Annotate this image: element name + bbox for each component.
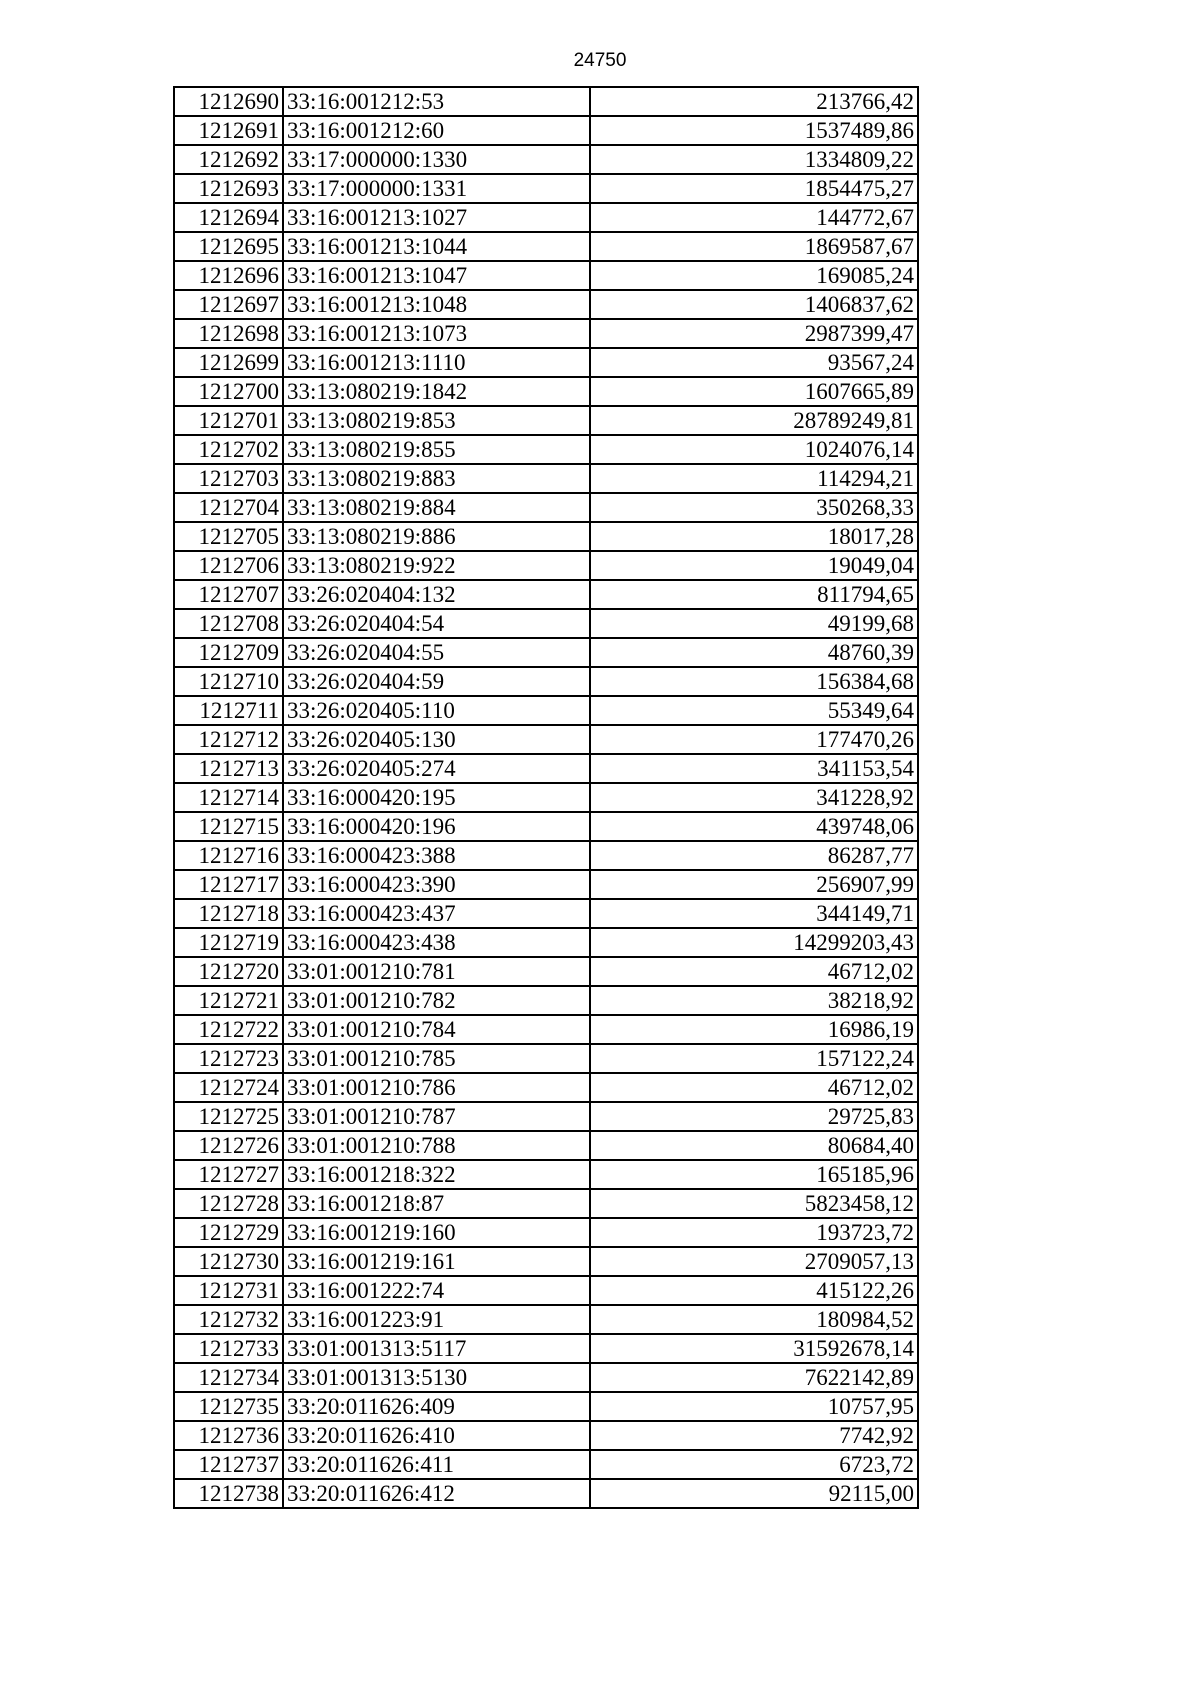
- table-row: [174, 899, 918, 928]
- table-row: [174, 1421, 918, 1450]
- cadastral-value-cell: 28789249,81: [590, 406, 918, 435]
- row-id-cell: 1212696: [174, 261, 283, 290]
- cadastral-value-cell: 156384,68: [590, 667, 918, 696]
- row-id-cell: 1212708: [174, 609, 283, 638]
- cadastral-value-cell: 177470,26: [590, 725, 918, 754]
- table-row: [174, 783, 918, 812]
- table-row: [174, 1044, 918, 1073]
- cadastral-value-cell: 31592678,14: [590, 1334, 918, 1363]
- row-id-cell: 1212706: [174, 551, 283, 580]
- table-row: [174, 290, 918, 319]
- table-row: [174, 493, 918, 522]
- cadastral-number-cell: 33:01:001210:786: [283, 1073, 590, 1102]
- cadastral-number-cell: 33:01:001210:782: [283, 986, 590, 1015]
- cadastral-value-cell: 48760,39: [590, 638, 918, 667]
- cadastral-value-cell: 213766,42: [590, 87, 918, 116]
- table-row: [174, 1218, 918, 1247]
- cadastral-value-cell: 439748,06: [590, 812, 918, 841]
- cadastral-value-cell: 49199,68: [590, 609, 918, 638]
- table-row: [174, 1102, 918, 1131]
- cadastral-value-cell: 1854475,27: [590, 174, 918, 203]
- table-row: [174, 1189, 918, 1218]
- cadastral-value-cell: 350268,33: [590, 493, 918, 522]
- cadastral-value-cell: 415122,26: [590, 1276, 918, 1305]
- cadastral-number-cell: 33:13:080219:922: [283, 551, 590, 580]
- table-row: [174, 145, 918, 174]
- cadastral-number-cell: 33:13:080219:884: [283, 493, 590, 522]
- table-row: [174, 203, 918, 232]
- cadastral-value-cell: 6723,72: [590, 1450, 918, 1479]
- table-row: [174, 116, 918, 145]
- row-id-cell: 1212723: [174, 1044, 283, 1073]
- cadastral-value-cell: 14299203,43: [590, 928, 918, 957]
- cadastral-value-cell: 1869587,67: [590, 232, 918, 261]
- table-row: [174, 580, 918, 609]
- cadastral-number-cell: 33:16:001212:60: [283, 116, 590, 145]
- cadastral-value-cell: 16986,19: [590, 1015, 918, 1044]
- table-body: [174, 87, 918, 1508]
- cadastral-number-cell: 33:16:001213:1073: [283, 319, 590, 348]
- cadastral-value-cell: 5823458,12: [590, 1189, 918, 1218]
- row-id-cell: 1212691: [174, 116, 283, 145]
- cadastral-number-cell: 33:16:000420:195: [283, 783, 590, 812]
- row-id-cell: 1212705: [174, 522, 283, 551]
- cadastral-number-cell: 33:13:080219:853: [283, 406, 590, 435]
- row-id-cell: 1212733: [174, 1334, 283, 1363]
- row-id-cell: 1212732: [174, 1305, 283, 1334]
- row-id-cell: 1212693: [174, 174, 283, 203]
- row-id-cell: 1212737: [174, 1450, 283, 1479]
- cadastral-value-cell: 180984,52: [590, 1305, 918, 1334]
- row-id-cell: 1212704: [174, 493, 283, 522]
- row-id-cell: 1212736: [174, 1421, 283, 1450]
- table-row: [174, 870, 918, 899]
- table-row: [174, 725, 918, 754]
- cadastral-number-cell: 33:26:020405:110: [283, 696, 590, 725]
- cadastral-value-cell: 46712,02: [590, 1073, 918, 1102]
- cadastral-value-cell: 165185,96: [590, 1160, 918, 1189]
- cadastral-value-cell: 86287,77: [590, 841, 918, 870]
- cadastral-number-cell: 33:01:001210:788: [283, 1131, 590, 1160]
- row-id-cell: 1212707: [174, 580, 283, 609]
- table-row: [174, 551, 918, 580]
- cadastral-number-cell: 33:16:001213:1027: [283, 203, 590, 232]
- cadastral-number-cell: 33:16:001218:87: [283, 1189, 590, 1218]
- cadastral-value-table: [173, 86, 919, 1509]
- row-id-cell: 1212701: [174, 406, 283, 435]
- row-id-cell: 1212738: [174, 1479, 283, 1508]
- row-id-cell: 1212726: [174, 1131, 283, 1160]
- row-id-cell: 1212735: [174, 1392, 283, 1421]
- row-id-cell: 1212694: [174, 203, 283, 232]
- cadastral-number-cell: 33:01:001210:787: [283, 1102, 590, 1131]
- cadastral-number-cell: 33:26:020404:55: [283, 638, 590, 667]
- row-id-cell: 1212730: [174, 1247, 283, 1276]
- cadastral-number-cell: 33:20:011626:412: [283, 1479, 590, 1508]
- cadastral-number-cell: 33:26:020405:274: [283, 754, 590, 783]
- row-id-cell: 1212712: [174, 725, 283, 754]
- cadastral-number-cell: 33:01:001210:784: [283, 1015, 590, 1044]
- cadastral-value-cell: 46712,02: [590, 957, 918, 986]
- cadastral-value-cell: 29725,83: [590, 1102, 918, 1131]
- cadastral-number-cell: 33:16:000423:437: [283, 899, 590, 928]
- cadastral-value-cell: 55349,64: [590, 696, 918, 725]
- cadastral-number-cell: 33:13:080219:855: [283, 435, 590, 464]
- cadastral-number-cell: 33:01:001210:785: [283, 1044, 590, 1073]
- table-row: [174, 609, 918, 638]
- cadastral-value-cell: 38218,92: [590, 986, 918, 1015]
- row-id-cell: 1212718: [174, 899, 283, 928]
- cadastral-value-cell: 344149,71: [590, 899, 918, 928]
- row-id-cell: 1212720: [174, 957, 283, 986]
- table-row: [174, 377, 918, 406]
- row-id-cell: 1212715: [174, 812, 283, 841]
- row-id-cell: 1212722: [174, 1015, 283, 1044]
- table-row: [174, 928, 918, 957]
- table-row: [174, 1015, 918, 1044]
- row-id-cell: 1212709: [174, 638, 283, 667]
- table-row: [174, 87, 918, 116]
- page-number: 24750: [573, 50, 627, 71]
- cadastral-number-cell: 33:13:080219:883: [283, 464, 590, 493]
- cadastral-value-cell: 193723,72: [590, 1218, 918, 1247]
- cadastral-number-cell: 33:01:001313:5117: [283, 1334, 590, 1363]
- row-id-cell: 1212698: [174, 319, 283, 348]
- table-row: [174, 812, 918, 841]
- cadastral-value-cell: 1024076,14: [590, 435, 918, 464]
- cadastral-number-cell: 33:13:080219:1842: [283, 377, 590, 406]
- cadastral-value-cell: 811794,65: [590, 580, 918, 609]
- cadastral-number-cell: 33:16:001223:91: [283, 1305, 590, 1334]
- cadastral-number-cell: 33:26:020404:59: [283, 667, 590, 696]
- row-id-cell: 1212695: [174, 232, 283, 261]
- cadastral-value-cell: 10757,95: [590, 1392, 918, 1421]
- table-row: [174, 1131, 918, 1160]
- cadastral-value-cell: 2709057,13: [590, 1247, 918, 1276]
- cadastral-number-cell: 33:01:001210:781: [283, 957, 590, 986]
- table-row: [174, 1479, 918, 1508]
- cadastral-number-cell: 33:01:001313:5130: [283, 1363, 590, 1392]
- cadastral-value-cell: 19049,04: [590, 551, 918, 580]
- table-row: [174, 841, 918, 870]
- cadastral-value-cell: 7622142,89: [590, 1363, 918, 1392]
- row-id-cell: 1212717: [174, 870, 283, 899]
- cadastral-number-cell: 33:16:000423:438: [283, 928, 590, 957]
- cadastral-value-cell: 1607665,89: [590, 377, 918, 406]
- cadastral-value-cell: 157122,24: [590, 1044, 918, 1073]
- cadastral-number-cell: 33:16:001219:160: [283, 1218, 590, 1247]
- cadastral-number-cell: 33:16:001212:53: [283, 87, 590, 116]
- cadastral-value-cell: 1537489,86: [590, 116, 918, 145]
- cadastral-value-cell: 1334809,22: [590, 145, 918, 174]
- row-id-cell: 1212719: [174, 928, 283, 957]
- cadastral-number-cell: 33:20:011626:411: [283, 1450, 590, 1479]
- cadastral-value-cell: 341228,92: [590, 783, 918, 812]
- table-row: [174, 435, 918, 464]
- cadastral-value-cell: 1406837,62: [590, 290, 918, 319]
- row-id-cell: 1212699: [174, 348, 283, 377]
- cadastral-value-cell: 114294,21: [590, 464, 918, 493]
- table-row: [174, 1363, 918, 1392]
- table-row: [174, 1392, 918, 1421]
- cadastral-number-cell: 33:17:000000:1331: [283, 174, 590, 203]
- cadastral-number-cell: 33:26:020404:54: [283, 609, 590, 638]
- table-row: [174, 667, 918, 696]
- table-row: [174, 1073, 918, 1102]
- table-row: [174, 319, 918, 348]
- row-id-cell: 1212716: [174, 841, 283, 870]
- cadastral-value-cell: 18017,28: [590, 522, 918, 551]
- table-row: [174, 754, 918, 783]
- cadastral-value-cell: 144772,67: [590, 203, 918, 232]
- cadastral-number-cell: 33:26:020404:132: [283, 580, 590, 609]
- cadastral-value-cell: 169085,24: [590, 261, 918, 290]
- cadastral-number-cell: 33:20:011626:409: [283, 1392, 590, 1421]
- table-row: [174, 957, 918, 986]
- table-row: [174, 1160, 918, 1189]
- row-id-cell: 1212700: [174, 377, 283, 406]
- table-row: [174, 1305, 918, 1334]
- cadastral-value-cell: 256907,99: [590, 870, 918, 899]
- row-id-cell: 1212702: [174, 435, 283, 464]
- row-id-cell: 1212728: [174, 1189, 283, 1218]
- cadastral-number-cell: 33:16:000420:196: [283, 812, 590, 841]
- table-row: [174, 174, 918, 203]
- cadastral-value-cell: 93567,24: [590, 348, 918, 377]
- table-row: [174, 232, 918, 261]
- cadastral-number-cell: 33:16:000423:388: [283, 841, 590, 870]
- cadastral-number-cell: 33:16:001213:1048: [283, 290, 590, 319]
- cadastral-number-cell: 33:16:001213:1047: [283, 261, 590, 290]
- cadastral-value-cell: 80684,40: [590, 1131, 918, 1160]
- cadastral-number-cell: 33:20:011626:410: [283, 1421, 590, 1450]
- table-row: [174, 1276, 918, 1305]
- row-id-cell: 1212725: [174, 1102, 283, 1131]
- row-id-cell: 1212697: [174, 290, 283, 319]
- cadastral-number-cell: 33:16:001219:161: [283, 1247, 590, 1276]
- cadastral-number-cell: 33:17:000000:1330: [283, 145, 590, 174]
- table-row: [174, 696, 918, 725]
- table-row: [174, 1334, 918, 1363]
- table-row: [174, 1450, 918, 1479]
- cadastral-value-cell: 92115,00: [590, 1479, 918, 1508]
- row-id-cell: 1212711: [174, 696, 283, 725]
- cadastral-number-cell: 33:16:001213:1044: [283, 232, 590, 261]
- cadastral-value-cell: 2987399,47: [590, 319, 918, 348]
- cadastral-value-cell: 7742,92: [590, 1421, 918, 1450]
- table-row: [174, 348, 918, 377]
- row-id-cell: 1212721: [174, 986, 283, 1015]
- row-id-cell: 1212692: [174, 145, 283, 174]
- row-id-cell: 1212734: [174, 1363, 283, 1392]
- row-id-cell: 1212690: [174, 87, 283, 116]
- cadastral-number-cell: 33:16:001213:1110: [283, 348, 590, 377]
- row-id-cell: 1212713: [174, 754, 283, 783]
- row-id-cell: 1212714: [174, 783, 283, 812]
- table-row: [174, 522, 918, 551]
- cadastral-value-cell: 341153,54: [590, 754, 918, 783]
- row-id-cell: 1212731: [174, 1276, 283, 1305]
- table-row: [174, 406, 918, 435]
- cadastral-number-cell: 33:26:020405:130: [283, 725, 590, 754]
- cadastral-number-cell: 33:16:001218:322: [283, 1160, 590, 1189]
- row-id-cell: 1212703: [174, 464, 283, 493]
- table-row: [174, 986, 918, 1015]
- cadastral-number-cell: 33:16:000423:390: [283, 870, 590, 899]
- row-id-cell: 1212724: [174, 1073, 283, 1102]
- table-row: [174, 1247, 918, 1276]
- cadastral-number-cell: 33:13:080219:886: [283, 522, 590, 551]
- row-id-cell: 1212729: [174, 1218, 283, 1247]
- table-row: [174, 261, 918, 290]
- table-row: [174, 638, 918, 667]
- row-id-cell: 1212727: [174, 1160, 283, 1189]
- cadastral-number-cell: 33:16:001222:74: [283, 1276, 590, 1305]
- row-id-cell: 1212710: [174, 667, 283, 696]
- table-row: [174, 464, 918, 493]
